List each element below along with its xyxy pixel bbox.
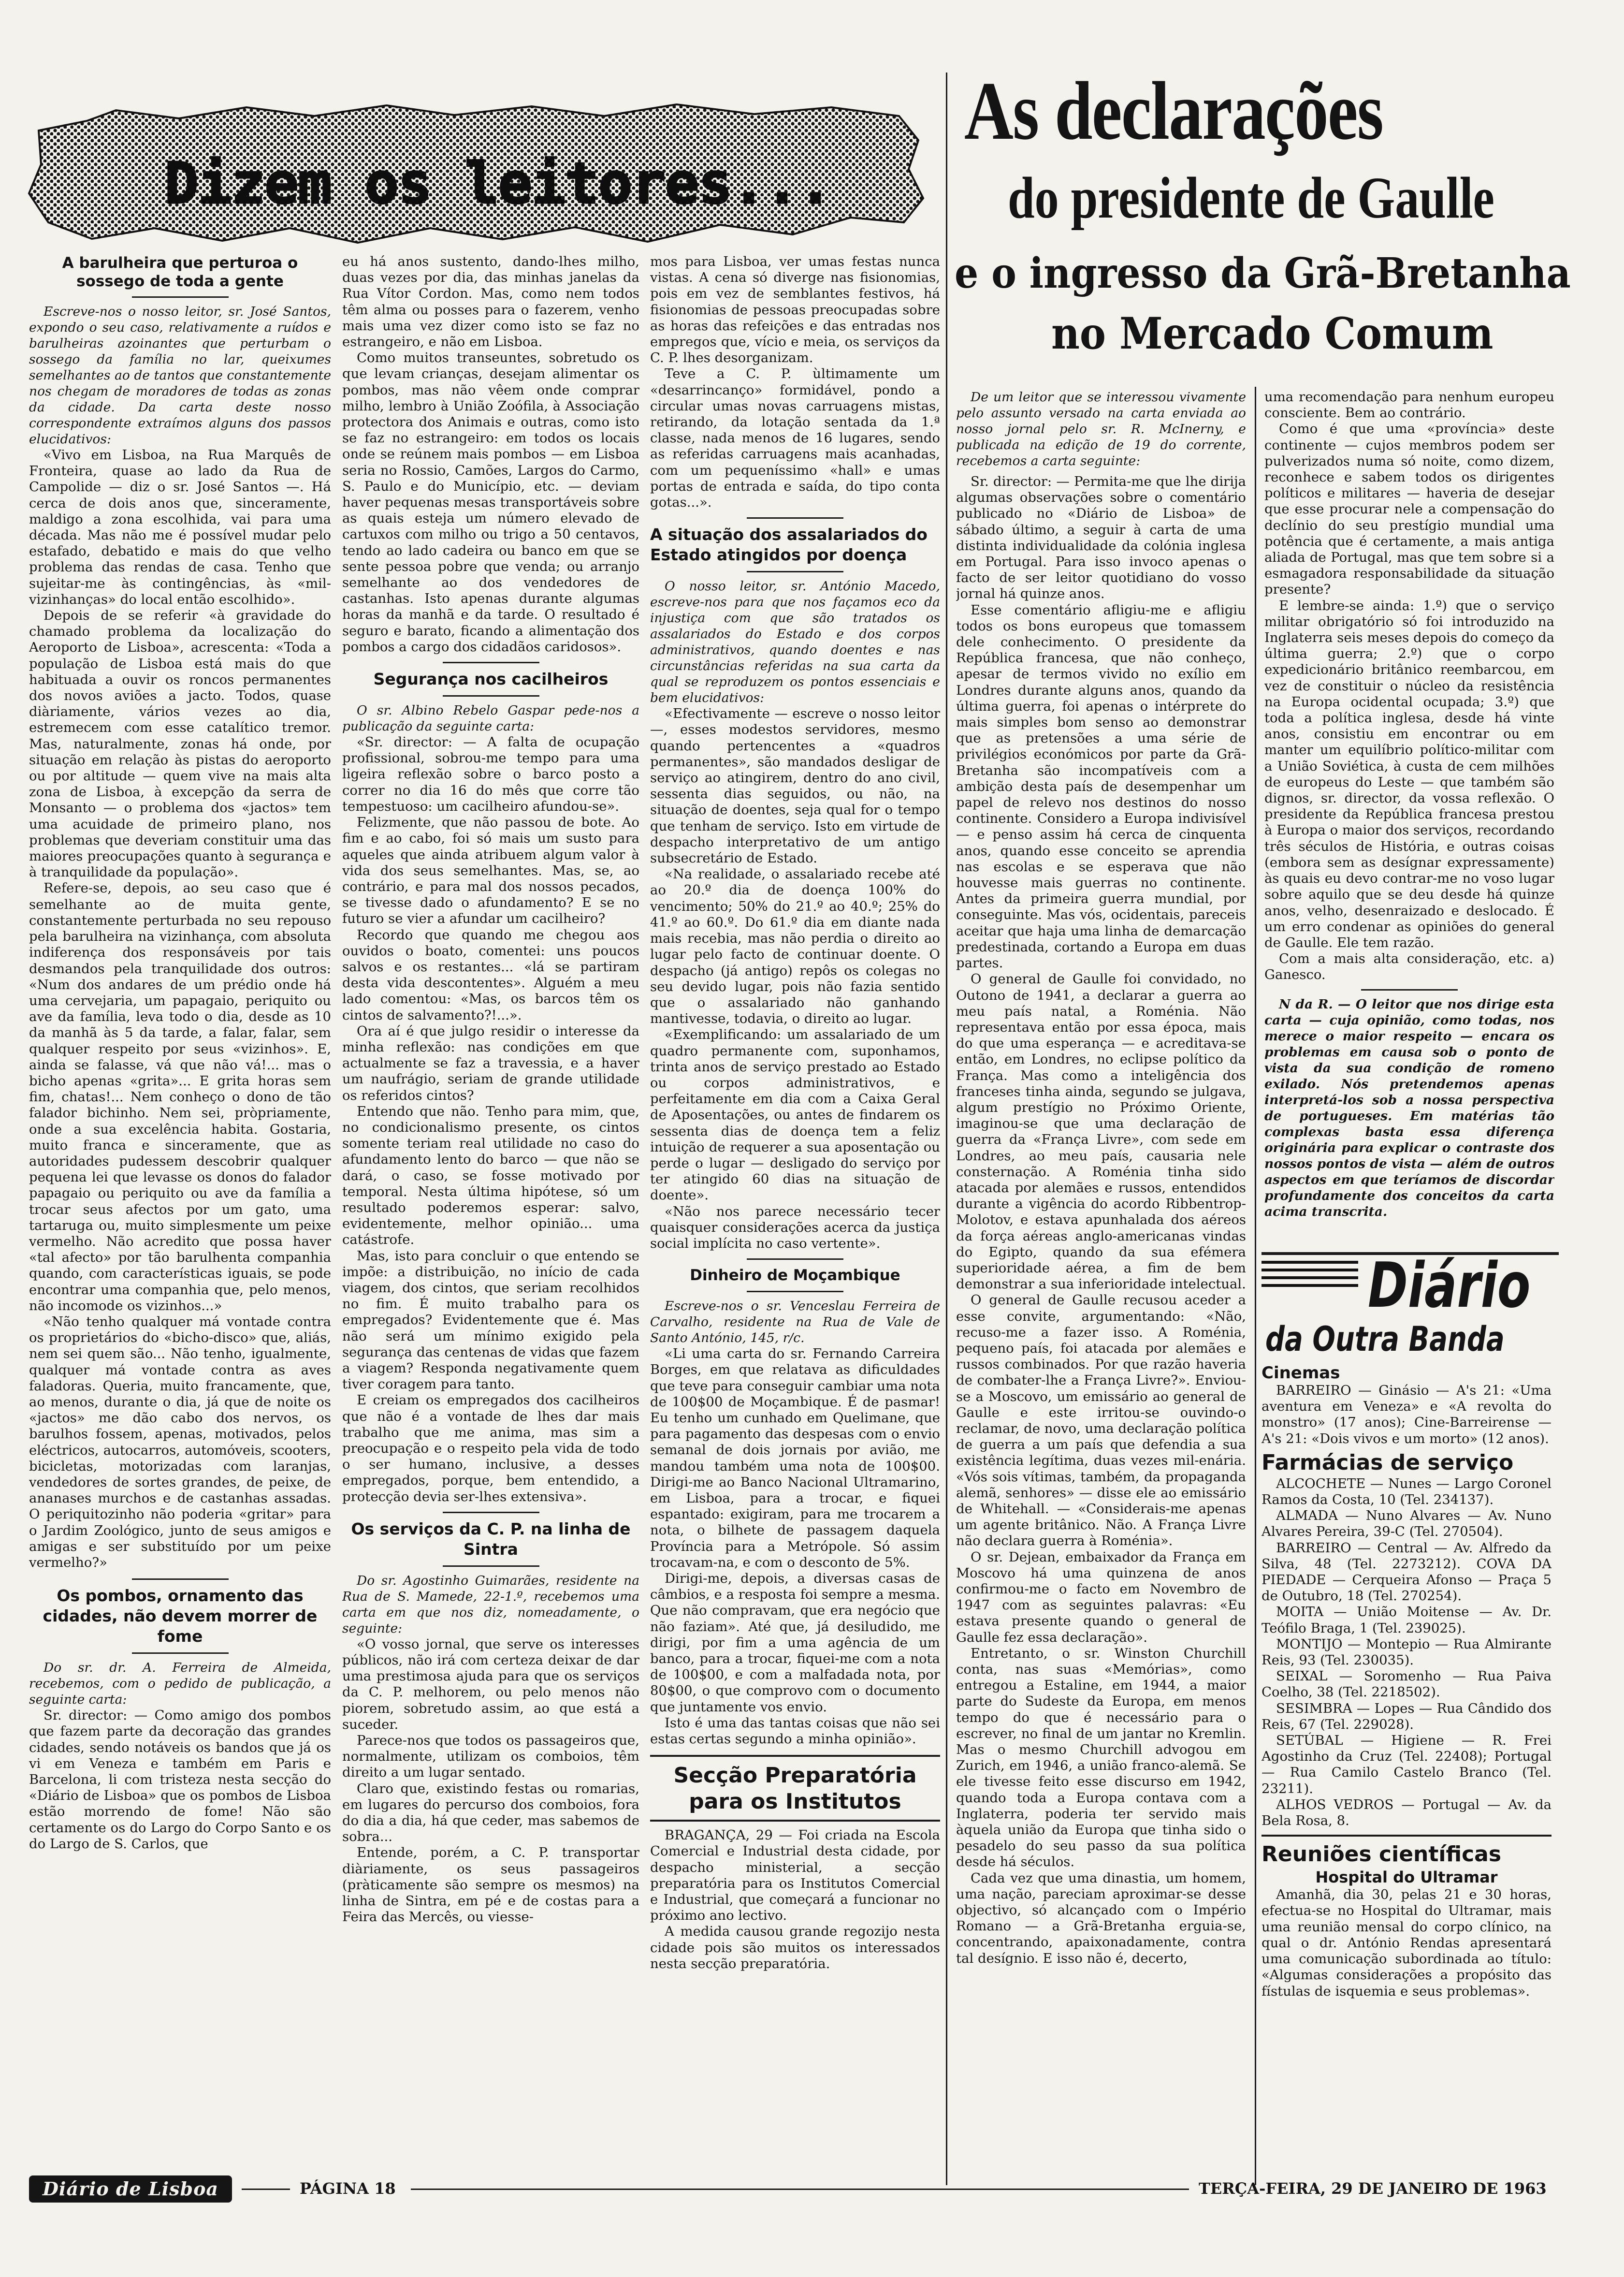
divider — [132, 296, 229, 298]
divider — [650, 1755, 940, 1757]
divider — [443, 662, 539, 663]
article-heading: Secção Preparatória para os Institutos — [673, 1763, 917, 1814]
headline-line: As declarações — [964, 65, 1383, 157]
article-paragraph: Claro que, existindo festas ou romarias, em lugares do percurso dos comboios, fora do dia a dia, há que ceder, mas sabemos de sobra... — [342, 1781, 639, 1845]
article-paragraph: Ora aí é que julgo residir o interesse da minha reflexão: nas condições em que actualmente se faz a travessia, e a haver um naufrágio, seriam de grande utilidade os referidos cintos? — [342, 1023, 639, 1103]
article-heading: A barulheira que perturoa o sossego de toda a gente — [62, 254, 298, 290]
hatch-stripes — [1262, 1261, 1358, 1299]
divider — [747, 1291, 843, 1292]
article-intro: Do sr. Agostinho Guimarães, residente na Rua de S. Mamede, 22-1.º, recebemos uma carta em que nos diz, nomeadamente, o seguinte: — [342, 1573, 639, 1636]
article-heading: Dinheiro de Moçambique — [690, 1267, 900, 1284]
article-heading: A situação dos assalariados do Estado atingidos por doença — [650, 525, 928, 565]
cinemas-heading: Cinemas — [1262, 1363, 1340, 1383]
outra-banda-content — [1262, 1363, 1552, 2000]
pharmacy-listing: BARREIRO — Central — Av. Alfredo da Silva, 48 (Tel. 2273212). COVA DA PIEDADE — Cerqueira Afonso — Praça 5 de Outubro, 18 (Tel. 270254). — [1262, 1540, 1552, 1604]
pharmacy-listing: MOITA — União Moitense — Av. Dr. Teófilo Braga, 1 (Tel. 239025). — [1262, 1604, 1552, 1636]
article-paragraph: Refere-se, depois, ao seu caso que é semelhante ao de muita gente, constantemente perturbada no seu repouso pela barulheira na vizinhança, com absoluta indiferença dos responsáveis por tais desmandos pela tranquilidade dos outros: «Num dos andares de um prédio onde há uma cervejaria, um papagaio, periquito ou ave da família, leva todo o dia, desde as 10 da manhã às 5 da tarde, a falar, falar, sem qualquer respeito por seus «vizinhos». E, ainda se falasse, vá que não vá!... mas o bicho apenas «grita»... E grita horas sem fim, chatas!... Nem conheço o dono de tão falador bichinho. Nem sei, pròpriamente, onde a sua excelência habita. Gostaria, muito franca e sinceramente, que as autoridades pudessem descobrir qualquer pequena lei que levasse os donos do falador papagaio ou periquito ou ave da família a trocar seus afectos por um gato, uma tartaruga ou, muito simplesmente um peixe vermelho. Não acredito que possa haver «tal afecto» por tão barulhenta companhia quando, com características iguais, se pode encontrar uma companhia que, pelo menos, não incomode os vizinhos...» — [29, 880, 331, 1314]
pharmacies-heading: Farmácias de serviço — [1262, 1450, 1514, 1475]
article-paragraph: eu há anos sustento, dando-lhes milho, duas vezes por dia, das minhas janelas da Rua Vítor Cordon. Mas, como nem todos têm alma ou posses para o fazerem, venho mais uma vez dizer como isto se faz no estrangeiro, e não em Lisboa. — [342, 254, 639, 350]
pharmacy-listing: ALHOS VEDROS — Portugal — Av. da Bela Rosa, 8. — [1262, 1796, 1552, 1829]
article-paragraph: Felizmente, que não passou de bote. Ao fim e ao cabo, foi só mais um susto para aqueles que ainda atribuem algum valor à vida dos seus semelhantes. Mas, se, ao contrário, e para mal dos nossos pecados, se tivesse dado o afundamento? E se no futuro se vier a afundar um cacilheiro? — [342, 815, 639, 927]
article-paragraph: Recordo que quando me chegou aos ouvidos o boato, comentei: uns poucos salvos e os restantes... «lá se partiram desta vida descontentes». Alguém a meu lado comentou: «Mas, os barcos têm os cintos de salvamento?!...». — [342, 927, 639, 1023]
divider — [747, 517, 843, 519]
outra-banda-title: Diário — [1368, 1252, 1531, 1322]
headline-block — [955, 65, 1597, 396]
column-5 — [1264, 389, 1554, 1245]
article-paragraph: «Na realidade, o assalariado recebe até ao 20.º dia de doença 100% do vencimento; 50% do 21.º ao 40.º; 25% do 41.º ao 60.º. Do 61.º dia em diante nada mais recebia, mas não perdia o direito ao lugar pelo facto de continuar doente. O despacho (já antigo) repôs os colegas no seu devido lugar, pois não fazia sentido que o assalariado não ganhando mantivesse, todavia, o direito ao lugar. — [650, 866, 940, 1027]
article-paragraph: Entretanto, o sr. Winston Churchill conta, nas suas «Memórias», como entregou a Estaline, em 1944, a maior parte do Sudeste da Europa, em menos tempo do que é necessário para o escrever, no final de um jantar no Kremlin. Mas o mesmo Churchill advogou em Zurich, em 1946, a união franco-alemã. Se ele tivesse feito esse discurso em 1942, quando toda a Europa contava com a Inglaterra, poderia ter servido mais àquela união da Europa que tinha sido o pesadelo do seu passo da sua política desde há séculos. — [956, 1645, 1246, 1870]
column-3 — [650, 254, 940, 2163]
article-paragraph: mos para Lisboa, ver umas festas nunca vistas. A cena só diverge nas fisionomias, pois em vez de semblantes festivos, há fisionomias de pessoas preocupadas sobre as horas das refeições e das entradas nos empregos que, vício e meia, os serviços da C. P. lhes desorganizam. — [650, 254, 940, 366]
pharmacy-listing: MONTIJO — Montepio — Rua Almirante Reis, 93 (Tel. 230035). — [1262, 1636, 1552, 1668]
article-intro: Escreve-nos o nosso leitor, sr. José Santos, expondo o seu caso, relativamente a ruídos e barulheiras azoinantes que perturbam o sossego da família no lar, queixumes semelhantes ao de tantos que constantemente nos chegam de moradores de todas as zonas da cidade. Da carta deste nosso correspondente extraímos alguns dos passos elucidativos: — [29, 304, 331, 447]
article-intro: Escreve-nos o sr. Venceslau Ferreira de Carvalho, residente na Rua de Vale de Santo António, 145, r/c. — [650, 1299, 940, 1346]
headline-line: e o ingresso da Grã-Bretanha — [955, 249, 1571, 298]
article-paragraph: «Li uma carta do sr. Fernando Carreira Borges, em que relatava as dificuldades que teve para conseguir cambiar uma nota de 100$00 de Moçambique. É de pasmar! Eu tenho um cunhado em Quelimane, que para pagamento das despesas com o envio semanal de dois jornais por avião, me mandou também uma nota de 100$00. Dirigi-me ao Banco Nacional Ultramarino, em Lisboa, para a trocar, e fiquei espantado: exigiram, para me trocarem a nota, o bilhete de passagem daquela Província para a Metrópole. Só assim trocavam-na, e com o desconto de 5%. — [650, 1346, 940, 1570]
article-paragraph: Entendo que não. Tenho para mim, que, no condicionalismo presente, os cintos somente teriam real utilidade no caso do afundamento lento do barco — que não se dará, o caso, se fosse motivado por temporal. Nesta última hipótese, só um resultado poderemos esperar: salvo, evidentemente, melhor opinião... uma catástrofe. — [342, 1103, 639, 1248]
article-paragraph: Como muitos transeuntes, sobretudo os que levam crianças, desejam alimentar os pombos, mas não vêem onde comprar milho, lembro à União Zoófila, à Associação protectora dos Animais e outras, como isto se faz no estrangeiro: em todos os locais onde se reúnem mais pombos — em Lisboa seria no Rossio, Camões, Largos do Carmo, S. Paulo e do Município, etc. — deviam haver pequenas mesas transportáveis sobre as quais esteja um número elevado de cartuxos com milho ou trigo a 50 centavos, tendo ao lado cadeira ou banco em que se sente pessoa pobre que venda; ou arranjo semelhante ao dos vendedores de castanhas. Isto apenas durante algumas horas da manhã e da tarde. O resultado é seguro e barato, ficando a alimentação dos pombos a cargo dos cidadãos caridosos». — [342, 350, 639, 655]
article-paragraph: O sr. Dejean, embaixador da França em Moscovo há uma quinzena de anos confirmou-me o facto em Novembro de 1947 com as seguintes palavras: «Eu estava presente quando o general de Gaulle fez essa declaração». — [956, 1549, 1246, 1645]
footer-rule — [242, 2189, 290, 2190]
article-intro: De um leitor que se interessou vivamente pelo assunto versado na carta enviada ao nosso jornal pelo sr. R. McInerny, e publicada na edição de 19 do corrente, recebemos a carta seguinte: — [956, 390, 1246, 468]
outra-banda-section — [1262, 1252, 1559, 2166]
divider — [1262, 1835, 1552, 1837]
article-paragraph: «Efectivamente — escreve o nosso leitor —, esses modestos servidores, mesmo quando pertencentes a «quadros permanentes», são mandados desligar de serviço ao atingirem, dentro do ano civil, sessenta dias seguidos, ou não, na situação de doentes, seja qual for o tempo que tenham de serviço. Isto em virtude de despacho interpretativo de um antigo subsecretário de Estado. — [650, 706, 940, 866]
article-paragraph: Sr. director: — Permita-me que lhe dirija algumas observações sobre o comentário publicado no «Diário de Lisboa» de sábado último, a seguir à carta de uma distinta individualidade da colónia inglesa em Portugal. Para isso invoco apenas o facto de ser leitor quotidiano do vosso jornal há quinze anos. — [956, 474, 1246, 602]
article-paragraph: «O vosso jornal, que serve os interesses públicos, não irá com certeza deixar de dar uma prestimosa ajuda para que os serviços da C. P. melhorem, ou pelo menos não piorem, sobretudo assim, ao que está a suceder. — [342, 1636, 639, 1732]
cinemas-listing: BARREIRO — Ginásio — A's 21: «Uma aventura em Veneza» e «A revolta do monstro» (17 anos); Cine-Barreirense — A's 21: «Dois vivos e um morto» (12 anos). — [1262, 1383, 1552, 1446]
article-heading: Os serviços da C. P. na linha de Sintra — [351, 1519, 631, 1559]
editor-note: N da R. — O leitor que nos dirige esta carta — cuja opinião, como todas, nos merece o maior respeito — encara os problemas em causa sob o ponto de vista da sua condição de romeno exilado. Nós pretendemos apenas interpretá-los sob a nossa perspectiva de portugueses. Em matérias tão complexas basta essa diferença originária para explicar o contraste dos nossos pontos de vista — além de outros aspectos em que teríamos de discordar profundamente dos conceitos da carta acima transcrita. — [1264, 996, 1554, 1219]
article-paragraph: E lembre-se ainda: 1.º) que o serviço militar obrigatório só foi introduzido na Inglaterra seis meses depois do começo da última guerra; 2.º) que o corpo expedicionário britânico reembarcou, em vez de constituir o núcleo da resistência na Europa ocidental ocupada; 3.º) que toda a política inglesa, desde há vinte anos, consistiu em encontrar ou em manter um equilíbrio político-militar com a União Soviética, à custa de cem milhões de europeus do Leste — que também são dignos, sr. director, da vossa reflexão. O presidente da República francesa prestou à Europa o maior dos serviços, recordando três séculos de História, e outras coisas (embora sem as desígnar expressamente) às quais eu devo contrar-me no voso lugar sobre aquilo que se deu desde há quinze anos, velho, desenraizado e deslocado. É um erro condenar as opiniões do general de Gaulle. Ele tem razão. — [1264, 598, 1554, 950]
article-paragraph: Teve a C. P. ùltimamente um «desarrincanço» formidável, pondo a circular umas novas carruagens mistas, retirando, da lotação sentada da 1.ª classe, nada menos de 16 lugares, sendo as referidas carruagens mais acanhadas, com um pequeníssimo «hall» e umas portas de entrada e saída, do tipo conta gotas...». — [650, 366, 940, 511]
pharmacy-listing: SETÚBAL — Higiene — R. Frei Agostinho da Cruz (Tel. 22408); Portugal — Rua Camilo Castelo Branco (Tel. 23211). — [1262, 1733, 1552, 1796]
article-intro: O sr. Albino Rebelo Gaspar pede-nos a publicação da seguinte carta: — [342, 703, 639, 734]
article-intro: O nosso leitor, sr. António Macedo, escreve-nos para que nos façamos eco da injustiça com que são tratados os assalariados do Estado e dos corpos administrativos, quando doentes e nas circunstâncias referidas na sua carta da qual se reproduzem os pontos essenciais e bem elucidativos: — [650, 579, 940, 706]
divider — [443, 695, 539, 697]
page-footer — [29, 2175, 1590, 2204]
headline-line: no Mercado Comum — [1051, 308, 1494, 359]
issue-date: TERÇA-FEIRA, 29 DE JANEIRO DE 1963 — [1199, 2179, 1547, 2198]
article-paragraph: «Exemplificando: um assalariado de um quadro permanente com, suponhamos, trinta anos de serviço prestado ao Estado ou corpos administrativos, e perfeitamente em dia com a Caixa Geral de Aposentações, ou antes de findarem os sessenta dias de doença tem a feliz intuição de requerer a sua aposentação ou perde o lugar — desligado do serviço por ter atingido 60 dias na situação de doente». — [650, 1027, 940, 1203]
divider — [443, 1512, 539, 1513]
meetings-heading: Reuniões científicas — [1262, 1842, 1502, 1867]
divider — [443, 1565, 539, 1567]
meetings-subheading: Hospital do Ultramar — [1315, 1868, 1498, 1887]
article-paragraph: Mas, isto para concluir o que entendo se impõe: a distribuição, no início de cada viagem, dos cintos, que seriam recolhidos no fim. É muito trabalho para os empregados? Evidentemente que é. Mas não será um mínimo exigido pela segurança das centenas de vidas que fazem a viagem? Responda negativamente quem tiver coragem para tanto. — [342, 1248, 639, 1392]
article-paragraph: Entende, porém, a C. P. transportar diàriamente, os seus passageiros (pràticamente são sempre os mesmos) na linha de Sintra, em pé e de costas para a Feira das Mercês, ou viesse- — [342, 1845, 639, 1925]
column-2 — [342, 254, 639, 2163]
meetings-paragraph: Amanhã, dia 30, pelas 21 e 30 horas, efectua-se no Hospital do Ultramar, mais uma reunião mensal do corpo clínico, na qual o dr. António Rendas apresentará uma comunicação subordinada ao título: «Algumas considerações a propósito das fístulas de isquemia e seus problemas». — [1262, 1887, 1552, 1999]
divider — [132, 1578, 229, 1580]
article-paragraph: Sr. director: — Como amigo dos pombos que fazem parte da decoração das grandes cidades, sendo notáveis os bandos que já os vi em Veneza e também em Paris e Barcelona, li com tristeza nesta secção do «Diário de Lisboa» que os pombos de Lisboa estão morrendo de fome! Não são certamente os do Largo do Corpo Santo e os do Largo de S. Carlos, que — [29, 1708, 331, 1852]
article-paragraph: Isto é uma das tantas coisas que não sei estas certas segundo a minha opinião». — [650, 1715, 940, 1747]
article-paragraph: «Sr. director: — A falta de ocupação profissional, sobrou-me tempo para uma ligeira reflexão sobre o barco posto a correr no dia 16 do mês que corre tão tempestuoso: um cacilheiro afundou-se». — [342, 734, 639, 814]
column-4 — [956, 389, 1246, 2163]
masthead-logo — [29, 2175, 232, 2203]
article-paragraph: Dirigi-me, depois, a diversas casas de câmbios, e a resposta foi sempre a mesma. Que não compravam, que era negócio que não faziam». Até que, já desiludido, me dirigi, por fim a uma agência de um banco, para a trocar, fiquei-me com a nota de 100$00, e com a malfadada nota, por 80$00, o que comprovo com o documento que juntamente vos envio. — [650, 1571, 940, 1715]
article-heading: Os pombos, ornamento das cidades, não devem morrer de fome — [43, 1586, 318, 1646]
article-paragraph: O general de Gaulle foi convidado, no Outono de 1941, a declarar a guerra ao meu país natal, a Roménia. Não representava então por essa época, mais do que uma esperança — e acreditava-se então, em Londres, no eclipse político da França. Mas como a inteligência dos franceses tinha ainda, segundo se julgava, algum prestígio no Próximo Oriente, imaginou-se que uma declaração de guerra da «França Livre», com sede em Londres, ao meu país, causaria nele consternação. A Roménia tinha sido atacada por alemães e russos, entendidos durante a vigência do acordo Ribbentrop-Molotov, e estava apunhalada dos aéreos da força aéreas anglo-americanas vindas do Egipto, quando da sua efémera superioridade aérea, a fim de bem demonstrar a sua inferioridade intelectual. — [956, 971, 1246, 1292]
pharmacy-listing: SEIXAL — Soromenho — Rua Paiva Coelho, 38 (Tel. 2218502). — [1262, 1668, 1552, 1700]
article-paragraph: O general de Gaulle recusou aceder a esse convite, argumentando: «Não, recuso-me a fazer isso. A Roménia, pequeno país, foi atacada por alemães e russos combinados. Por que razão haveria de combater-lhe a França Livre?». Enviou-se a Moscovo, um emissário ao general de Gaulle e este irritou-se ouvindo-o reclamar, de novo, uma declaração política de guerra a um país que defendia a sua existência legítima, duas vezes mil-enária. «Vós sois vítimas, também, da propaganda alemã, senhores» — disse ele ao emissário de Whitehall. — «Considerais-me apenas um agente britânico. Não. A França Livre não declara guerra à Roménia». — [956, 1292, 1246, 1549]
column-rule — [1255, 387, 1256, 2185]
article-paragraph: Cada vez que uma dinastia, um homem, uma nação, pareciam aproximar-se desse objectivo, só alcançado com o Império Romano — a Grã-Bretanha erguia-se, concentrando, apaixonadamente, contra tal desígnio. E isso não é, decerto, — [956, 1870, 1246, 1966]
article-paragraph: uma recomendação para nenhum europeu consciente. Bem ao contrário. — [1264, 389, 1554, 421]
column-1 — [29, 254, 331, 2163]
divider — [1361, 989, 1458, 991]
logo-text: Diário de Lisboa — [42, 2178, 219, 2200]
divider — [747, 571, 843, 572]
footer-rule — [411, 2189, 1189, 2190]
article-paragraph: Com a mais alta consideração, etc. a) Ganesco. — [1264, 951, 1554, 983]
article-paragraph: A medida causou grande regozijo nesta cidade pois são muitos os interessados nesta secção preparatória. — [650, 1924, 940, 1971]
pharmacy-listing: ALMADA — Nuno Alvares — Av. Nuno Alvares Pereira, 39-C (Tel. 270504). — [1262, 1508, 1552, 1540]
article-intro: Do sr. dr. A. Ferreira de Almeida, recebemos, com o pedido de publicação, a seguinte carta: — [29, 1660, 331, 1708]
banner-title: Dizem os leitores... — [164, 150, 832, 217]
article-paragraph: Parece-nos que todos os passageiros que, normalmente, utilizam os comboios, têm direito a um lugar sentado. — [342, 1733, 639, 1781]
article-heading: Segurança nos cacilheiros — [373, 670, 609, 689]
divider — [132, 1652, 229, 1654]
article-paragraph: Depois de se referir «à gravidade do chamado problema da localização do Aeroporto de Lisboa», acrescenta: «Toda a população de Lisboa está mais do que habituada a ouvir os roncos permanentes dos novos aviões a jacto. Todos, quase diàriamente, vários vezes ao dia, estremecem com esse catalítico tremor. Mas, naturalmente, zonas há onde, por situação em relação às pistas do aeroporto ou por altitude — quem vive na mais alta zona de Lisboa, à excepção da serra de Monsanto — o problema dos «jactos» tem uma acuidade de primeiro plano, nos problemas que deveriam constituir uma das maiores preocupações quanto à segurança e à tranquilidade da população». — [29, 608, 331, 880]
section-banner — [19, 102, 928, 247]
headline-line: do presidente de Gaulle — [1008, 165, 1494, 231]
article-paragraph: Como é que uma «província» deste continente — cujos membros podem ser pulverizados numa só noite, como dizem, reconhece e sabem todos os dirigentes políticos e militares — haveria de desejar que esse procurar nele a compensação do declínio do seu prestígio mundial uma potência que é certamente, a mais antiga aliada de Portugal, mas que tem sobre si a esmagadora responsabilidade da situação presente? — [1264, 421, 1554, 598]
divider — [650, 1820, 940, 1822]
pharmacy-listing: SESIMBRA — Lopes — Rua Cândido dos Reis, 67 (Tel. 229028). — [1262, 1700, 1552, 1732]
pharmacy-listing: ALCOCHETE — Nunes — Largo Coronel Ramos da Costa, 10 (Tel. 234137). — [1262, 1475, 1552, 1508]
article-paragraph: «Não nos parece necessário tecer quaisquer considerações acerca da justiça social implícita no caso vertente». — [650, 1203, 940, 1251]
article-paragraph: «Não tenho qualquer má vontade contra os proprietários do «bicho-disco» que, aliás, nem sei quem são... Não tenho, igualmente, qualquer má vontade contra as aves faladoras. Queria, muito francamente, que, ao menos, durante o dia, já que de noite os «jactos» me dão cabo dos nervos, os barulhos fossem, apenas, motivados, pelos eléctricos, autocarros, automóveis, scooters, bicicletas, motorizadas com laranjas, vendedores de sortes grandes, de peixe, de ananases murchos e de castanhas assadas. O periquitozinho não poderia «gritar» para o Jardim Zoológico, junto de seus amigos e amigas e ser substituído por um peixe vermelho?» — [29, 1314, 331, 1571]
article-paragraph: «Vivo em Lisboa, na Rua Marquês de Fronteira, quase ao lado da Rua de Campolide — diz o sr. José Santos —. Há cerca de dois anos que, sinceramente, maldigo a zona escolhida, vai para uma década. Mas não me é possível mudar pelo estafado, debatido e mais do que velho problema das rendas de casa. Tenho que sujeitar-me às contingências, às «mil-vizinhanças» do local então escolhido». — [29, 447, 331, 607]
divider — [747, 1258, 843, 1260]
page-number: PÁGINA 18 — [300, 2179, 396, 2198]
article-paragraph: E creiam os empregados dos cacilheiros que não é a vontade de lhes dar mais trabalho que me anima, mas sim a preocupação e o respeito pela vida de todo o ser humano, inclusive, a desses empregados, porque, bem entendido, a protecção devia ser-lhes extensiva». — [342, 1392, 639, 1504]
article-paragraph: BRAGANÇA, 29 — Foi criada na Escola Comercial e Industrial desta cidade, por despacho ministerial, a secção preparatória para os Institutos Comercial e Industrial, que começará a funcionar no próximo ano lectivo. — [650, 1827, 940, 1924]
column-rule — [946, 73, 947, 2185]
outra-banda-subtitle: da Outra Banda — [1265, 1319, 1505, 1359]
article-paragraph: Esse comentário afligiu-me e afligiu todos os bons europeus que tomassem dele conhecimento. O presidente da República francesa, que não conheço, apesar de termos vivido no exílio em Londres durante alguns anos, quando da última guerra, foi apenas o intérprete do mais simples bom senso ao demonstrar que as pretensões a uma série de privilégios económicos por parte da Grã-Bretanha são incompatíveis com a ambição desta país de desempenhar um papel de relevo nos destinos do nosso continente. Considero a Europa indivisível — e penso assim há cerca de cinquenta anos, quando esse conceito se aprendia nas escolas e se esperava que não houvesse mais guerras no continente. Antes da primeira guerra mundial, por conseguinte. Mas vós, ocidentais, pareceis aceitar que haja uma linha de demarcação predestinada, cortando a Europa em duas partes. — [956, 602, 1246, 971]
